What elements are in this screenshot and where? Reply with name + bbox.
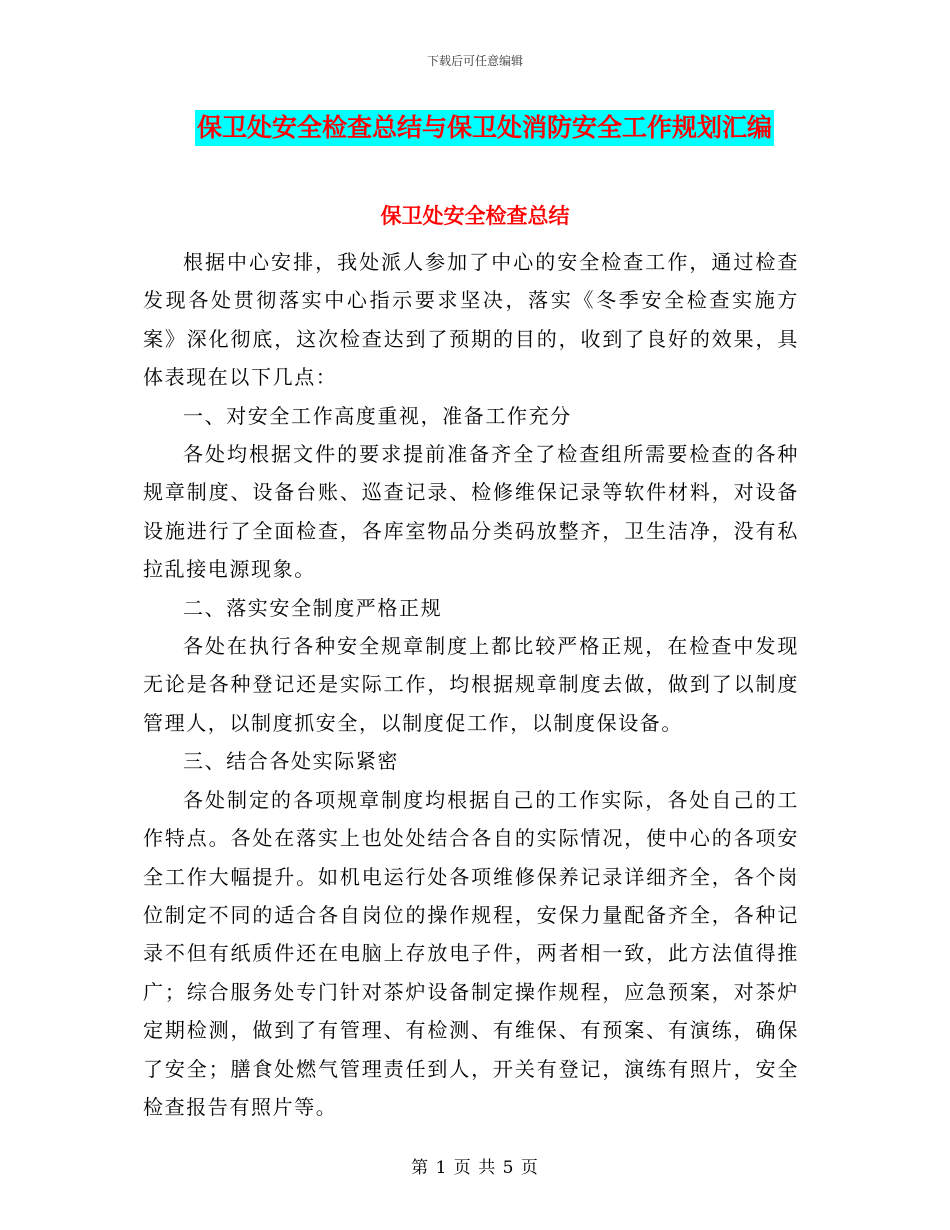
page-label-prefix: 第 bbox=[411, 1158, 430, 1178]
page-label-suffix: 页 bbox=[520, 1158, 539, 1178]
main-title: 保卫处安全检查总结与保卫处消防安全工作规划汇编 bbox=[195, 110, 774, 146]
paragraph-point-3: 各处制定的各项规章制度均根据自己的工作实际，各处自己的工作特点。各处在落实上也处处结合各自的实际情况，使中心的各项安全工作大幅提升。如机电运行处各项维修保养记录详细齐全，各个岗位制定不同的适合各自岗位的操作规程，安保力量配备齐全，各种记录不但有纸质件还在电脑上存放电子件，两者相一致，此方法值得推广；综合服务处专门针对茶炉设备制定操作规程，应急预案，对茶炉定期检测，做到了有管理、有检测、有维保、有预案、有演练，确保了安全；膳食处燃气管理责任到人，开关有登记，演练有照片，安全检查报告有照片等。 bbox=[143, 787, 799, 1119]
header-note: 下载后可任意编辑 bbox=[426, 54, 523, 68]
paragraph-point-2: 各处在执行各种安全规章制度上都比较严格正规，在检查中发现无论是各种登记还是实际工作，均根据规章制度去做，做到了以制度管理人，以制度抓安全，以制度促工作，以制度保设备。 bbox=[143, 634, 799, 735]
paragraph-intro: 根据中心安排，我处派人参加了中心的安全检查工作，通过检查发现各处贯彻落实中心指示要求坚决，落实《冬季安全检查实施方案》深化彻底，这次检查达到了预期的目的，收到了良好的效果，具体表现在以下几点： bbox=[143, 250, 799, 390]
document-body bbox=[143, 243, 799, 1126]
page-current-number: 1 bbox=[435, 1158, 448, 1178]
page-footer bbox=[0, 1153, 950, 1178]
main-title-container bbox=[195, 110, 774, 146]
heading-point-3: 三、结合各处实际紧密 bbox=[183, 749, 399, 774]
heading-point-2: 二、落实安全制度严格正规 bbox=[183, 595, 443, 620]
page-total-number: 5 bbox=[502, 1158, 515, 1178]
heading-point-1: 一、对安全工作高度重视，准备工作充分 bbox=[183, 403, 572, 428]
section-title: 保卫处安全检查总结 bbox=[380, 204, 570, 228]
paragraph-point-1: 各处均根据文件的要求提前准备齐全了检查组所需要检查的各种规章制度、设备台账、巡查记录、检修维保记录等软件材料，对设备设施进行了全面检查，各库室物品分类码放整齐，卫生洁净，没有私拉乱接电源现象。 bbox=[143, 442, 799, 582]
page-label-middle: 页 共 bbox=[453, 1158, 497, 1178]
